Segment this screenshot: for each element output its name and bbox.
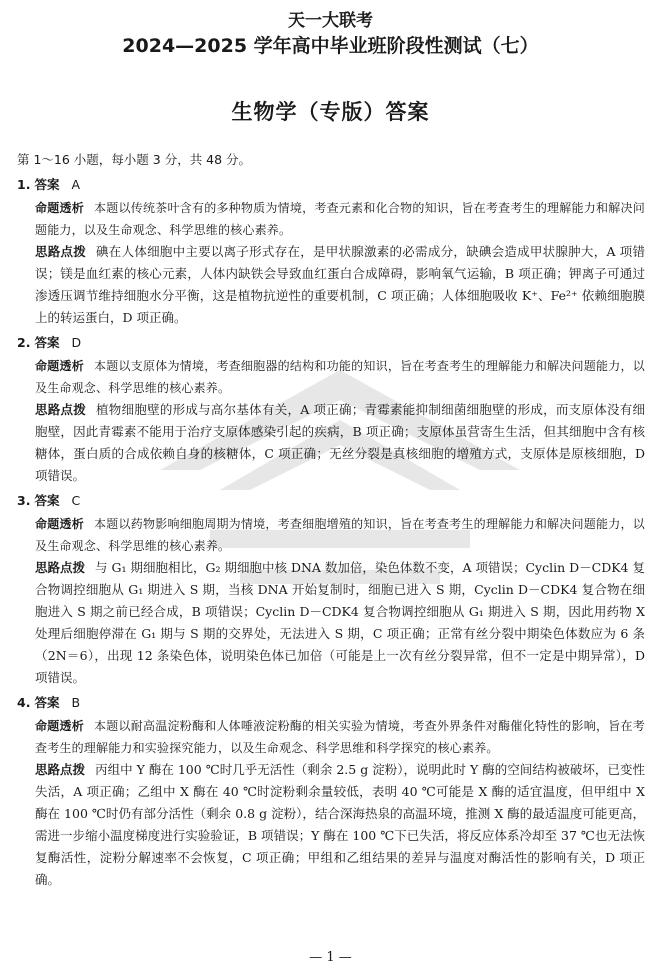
question-header <box>17 332 645 354</box>
question-header <box>17 490 645 512</box>
question-2 <box>17 332 645 487</box>
question-1 <box>17 174 645 329</box>
analysis-paragraph <box>17 355 645 399</box>
analysis-text: 本题以药物影响细胞周期为情境，考查细胞增殖的知识，旨在考查考生的理解能力和解决问题能力，以及生命观念、科学思维的核心素养。 <box>35 517 645 553</box>
question-number: 3. <box>17 493 31 508</box>
analysis-text: 本题以耐高温淀粉酶和人体唾液淀粉酶的相关实验为情境，考查外界条件对酶催化特性的影响，旨在考查考生的理解能力和实验探究能力，以及生命观念、科学思维和科学探究的核心素养。 <box>35 719 645 755</box>
hint-tag: 思路点拨 <box>35 560 86 575</box>
scoring-intro: 第 1～16 小题，每小题 3 分，共 48 分。 <box>17 152 252 167</box>
question-header <box>17 174 645 196</box>
question-4 <box>17 692 645 891</box>
question-3 <box>17 490 645 689</box>
hint-paragraph <box>17 241 645 329</box>
analysis-tag: 命题透析 <box>35 359 84 373</box>
answer-key-title: 生物学（专版）答案 <box>231 100 430 124</box>
analysis-text: 本题以传统茶叶含有的多种物质为情境，考查元素和化合物的知识，旨在考查考生的理解能力和解决问题能力，以及生命观念、科学思维的核心素养。 <box>35 201 645 237</box>
hint-paragraph <box>17 399 645 487</box>
answer-value: C <box>71 493 81 508</box>
question-number: 2. <box>17 335 31 350</box>
question-number: 1. <box>17 177 31 192</box>
answer-value: D <box>71 335 82 350</box>
hint-text: 植物细胞壁的形成与高尔基体有关，A 项正确；青霉素能抑制细菌细胞壁的形成，而支原体没有细胞壁，因此青霉素不能用于治疗支原体感染引起的疾病，B 项正确；支原体虽营寄生生活，但其细胞中含有核糖体，蛋白质的合成依赖自身的核糖体，C 项正确；无丝分裂是真核细胞的增殖方式，支原体是原核细胞，D 项错误。 <box>35 402 645 483</box>
hint-text: 碘在人体细胞中主要以离子形式存在，是甲状腺激素的必需成分，缺碘会造成甲状腺肿大，A 项错误；镁是血红素的核心元素，人体内缺铁会导致血红蛋白合成障碍，影响氧气运输，B 项正确；钾离子可通过渗透压调节维持细胞水分平衡，这是植物抗逆性的重要机制，C 项正确；人体细胞吸收 K⁺、Fe²⁺ 依赖细胞膜上的转运蛋白，D 项正确。 <box>35 244 645 325</box>
hint-tag: 思路点拨 <box>35 762 86 777</box>
page-number: — 1 — <box>309 950 352 965</box>
answer-label: 答案 <box>34 335 60 350</box>
hint-paragraph <box>17 557 645 689</box>
answer-value: A <box>71 177 80 192</box>
answer-value: B <box>71 695 81 710</box>
analysis-text: 本题以支原体为情境，考查细胞器的结构和功能的知识，旨在考查考生的理解能力和解决问题能力，以及生命观念、科学思维的核心素养。 <box>35 359 645 395</box>
analysis-paragraph <box>17 513 645 557</box>
answer-body <box>17 149 645 891</box>
hint-tag: 思路点拨 <box>35 402 87 417</box>
answer-label: 答案 <box>34 493 60 508</box>
analysis-tag: 命题透析 <box>35 517 84 531</box>
analysis-tag: 命题透析 <box>35 719 84 733</box>
exam-organizer-title: 天一大联考 <box>288 11 373 31</box>
hint-tag: 思路点拨 <box>35 244 87 259</box>
answer-label: 答案 <box>34 695 60 710</box>
analysis-paragraph <box>17 197 645 241</box>
exam-session-title: 2024—2025 学年高中毕业班阶段性测试（七） <box>122 35 539 57</box>
analysis-paragraph <box>17 715 645 759</box>
question-header <box>17 692 645 714</box>
hint-text: 丙组中 Y 酶在 100 ℃时几乎无活性（剩余 2.5 g 淀粉），说明此时 Y 酶的空间结构被破坏，已变性失活，A 项正确；乙组中 X 酶在 40 ℃时淀粉剩余量较低，表明 40 ℃可能是 X 酶的适宜温度，但甲组中 X 酶在 100 ℃时仍有部分活性（剩余 0.8 g 淀粉），结合深海热泉的高温环境，推测 X 酶的最适温度可能更高，需进一步缩小温度梯度进行实验验证，B 项错误；Y 酶在 100 ℃下已失活，将反应体系冷却至 37 ℃也无法恢复酶活性，淀粉分解速率不会恢复，C 项正确；甲组和乙组结果的差异与温度对酶活性的影响有关，D 项正确。 <box>35 762 645 887</box>
question-number: 4. <box>17 695 31 710</box>
hint-paragraph <box>17 759 645 891</box>
analysis-tag: 命题透析 <box>35 201 84 215</box>
hint-text: 与 G₁ 期细胞相比，G₂ 期细胞中核 DNA 数加倍，染色体数不变，A 项错误；Cyclin D－CDK4 复合物调控细胞从 G₁ 期进入 S 期，当核 DNA 开始复制时，细胞已进入 S 期，Cyclin D－CDK4 复合物在细胞进入 S 期之前已经合成，B 项错误；Cyclin D－CDK4 复合物调控细胞从 G₁ 期进入 S 期，因此用药物 X 处理后细胞停滞在 G₁ 期与 S 期的交界处，无法进入 S 期，C 项正确；正常有丝分裂中期染色体数应为 6 条（2N＝6），出现 12 条染色体，说明染色体已加倍（可能是上一次有丝分裂异常，但不一定是中期异常），D 项错误。 <box>35 560 645 685</box>
answer-label: 答案 <box>34 177 60 192</box>
